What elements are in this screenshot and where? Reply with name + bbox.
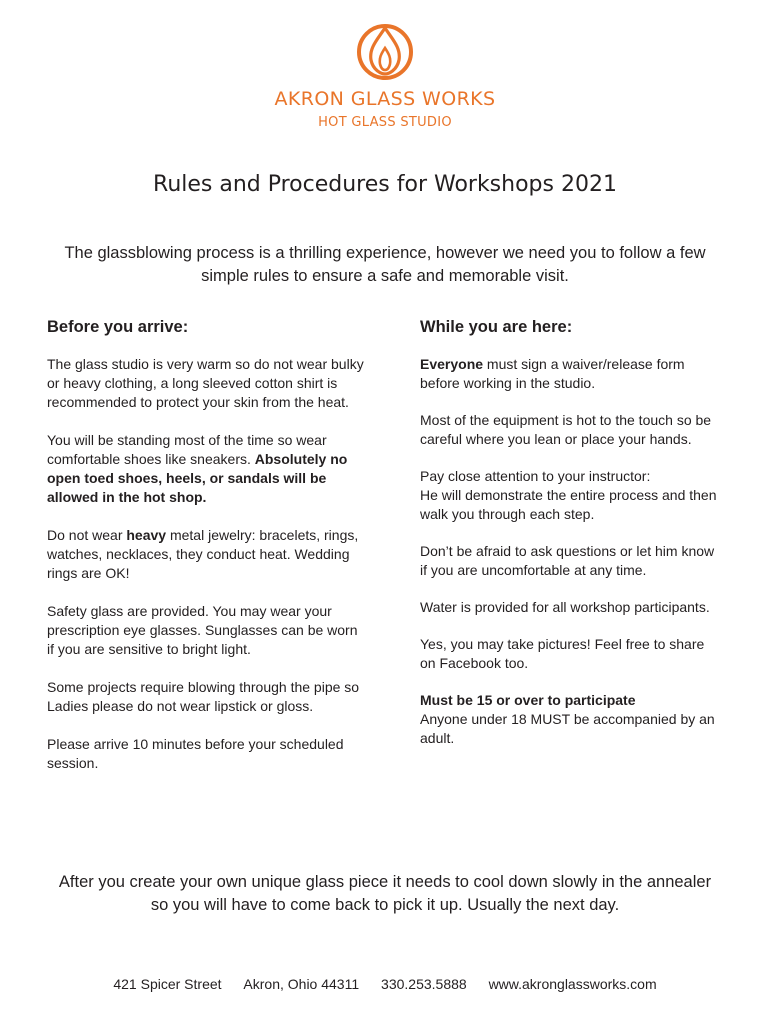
before-you-arrive-column — [47, 318, 367, 792]
while-paragraph — [420, 355, 720, 393]
while-paragraph: Yes, you may take pictures! Feel free to share on Facebook too. — [420, 636, 705, 671]
flame-icon — [355, 22, 415, 82]
bold-word: heavy — [126, 527, 167, 543]
while-you-are-here-column — [420, 318, 720, 766]
while-paragraph: Most of the equipment is hot to the touch so be careful where you lean or place your hands. — [420, 412, 712, 447]
text-span: Anyone under 18 MUST be accompanied by an adult. — [420, 711, 715, 746]
brand-name: AKRON GLASS WORKS — [274, 88, 496, 110]
text-span: metal jewelry: bracelets, rings, watches, necklaces, they conduct heat. Wedding rings are OK! — [47, 527, 359, 581]
text-span: Pay close attention to your instructor: — [420, 468, 651, 484]
while-paragraph: Water is provided for all workshop participants. — [420, 599, 710, 615]
footer-street: 421 Spicer Street — [113, 976, 222, 992]
text-span: You will be standing most of the time so wear comfortable shoes like sneakers. — [47, 432, 327, 467]
text-span: must sign a waiver/release form before working in the studio. — [420, 356, 685, 391]
while-paragraph — [420, 467, 720, 524]
brand-tagline: HOT GLASS STUDIO — [318, 115, 452, 130]
before-paragraph — [47, 431, 367, 507]
before-heading: Before you arrive: — [47, 318, 189, 336]
text-span: Do not wear — [47, 527, 127, 543]
before-paragraph: Please arrive 10 minutes before your scheduled session. — [47, 736, 344, 771]
logo — [0, 22, 770, 130]
bold-requirement: Must be 15 or over to participate — [420, 692, 636, 708]
before-paragraph: The glass studio is very warm so do not wear bulky or heavy clothing, a long sleeved cotton shirt is recommended to protect your skin from the heat. — [47, 356, 364, 410]
footer-city: Akron, Ohio 44311 — [243, 976, 360, 992]
before-paragraph: Safety glass are provided. You may wear your prescription eye glasses. Sunglasses can be worn if you are sensitive to bright light. — [47, 603, 358, 657]
page-title: Rules and Procedures for Workshops 2021 — [153, 172, 617, 197]
while-heading: While you are here: — [420, 318, 573, 336]
while-paragraph — [420, 691, 720, 748]
text-span: He will demonstrate the entire process and then walk you through each step. — [420, 487, 717, 522]
while-paragraph: Don’t be afraid to ask questions or let him know if you are uncomfortable at any time. — [420, 543, 715, 578]
before-paragraph — [47, 526, 367, 583]
bold-warning: Absolutely no open toed shoes, heels, or sandals will be allowed in the hot shop. — [47, 451, 348, 505]
footer-website: www.akronglassworks.com — [488, 976, 657, 992]
closing-text: After you create your own unique glass piece it needs to cool down slowly in the annealer so you will have to come back to pick it up. Usually the next day. — [58, 873, 712, 914]
bold-word: Everyone — [420, 356, 484, 372]
footer-phone: 330.253.5888 — [381, 976, 467, 992]
footer — [0, 976, 770, 992]
intro-text: The glassblowing process is a thrilling experience, however we need you to follow a few simple rules to ensure a safe and memorable visit. — [64, 244, 706, 285]
before-paragraph: Some projects require blowing through the pipe so Ladies please do not wear lipstick or gloss. — [47, 679, 360, 714]
